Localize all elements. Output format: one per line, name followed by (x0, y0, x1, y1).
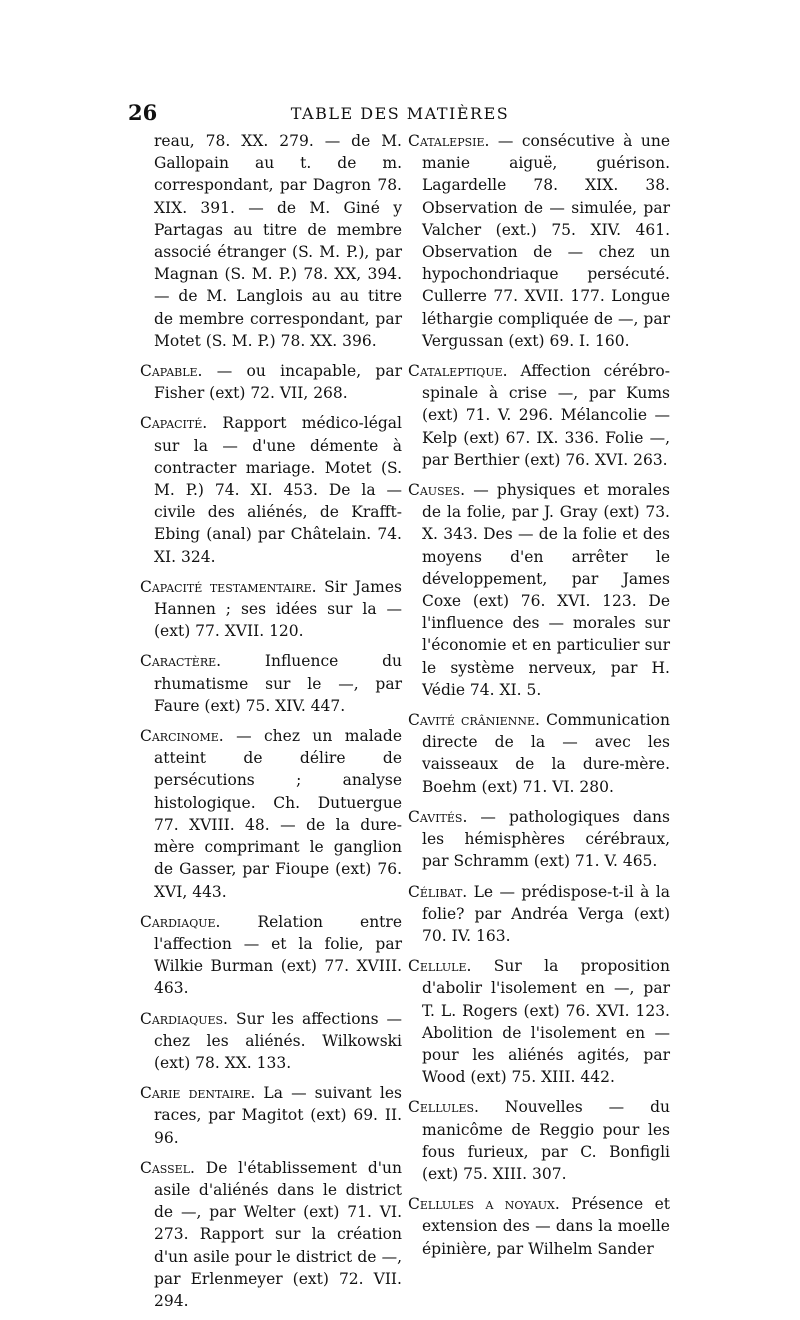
entry-heading: Capacité testamentaire. (140, 577, 317, 596)
entry-heading: Catalepsie. (408, 132, 490, 150)
index-entry (408, 806, 670, 873)
index-entry (408, 955, 670, 1088)
entry-text: Affection cérébro-spinale à crise —, par Kums (ext) 71. V. 296. Mélancolie — Kelp (ext) 67. IX. 336. Folie —, par Berthier (ext) 76. XVI. 263. (422, 362, 670, 469)
entry-text: — physiques et morales de la folie, par J. Gray (ext) 73. X. 343. Des — de la folie et des moyens d'en arrêter le développement, par James Coxe (ext) 76. XVI. 123. De l'influence des — morales sur l'économie et en particulier sur le système nerveux, par H. Védie 74. XI. 5. (422, 481, 670, 699)
entry-text: De l'établissement d'un asile d'aliénés dans le district de —, par Welter (ext) 71. VI. 273. Rapport sur la création d'un asile pour le district de —, par Erlenmeyer (ext) 72. VII. 294. (154, 1158, 402, 1310)
entry-text: Rapport médico-légal sur la — d'une démente à contracter mariage. Motet (S. M. P.) 74. XI. 453. De la — civile des aliénés, de Krafft-Ebing (anal) par Châtelain. 74. XI. 324. (154, 414, 402, 566)
entry-heading: Cardiaques. (140, 1009, 228, 1028)
page-number: 26 (128, 100, 158, 125)
entry-heading: Carcinome. (140, 727, 224, 746)
entry-text: — pathologiques dans les hémisphères cérébraux, par Schramm (ext) 71. V. 465. (422, 807, 670, 871)
entry-heading: Causes. (408, 481, 466, 500)
entry-text: Sur les affections — chez les aliénés. Wilkowski (ext) 78. XX. 133. (154, 1009, 402, 1072)
index-entry (140, 360, 402, 404)
entry-text: Influence du rhumatisme sur le —, par Faure (ext) 75. XIV. 447. (154, 652, 402, 715)
index-entry (140, 650, 402, 717)
entry-heading: Cavité crânienne. (408, 711, 540, 730)
index-entry (408, 881, 670, 948)
entry-heading: Cellule. (408, 957, 472, 976)
running-title: TABLE DES MATIÈRES (290, 104, 510, 123)
entry-heading: Cardiaque. (140, 912, 221, 931)
index-column-left (140, 130, 402, 1320)
index-entry (408, 130, 670, 352)
index-entry (140, 412, 402, 567)
index-entry (140, 1082, 402, 1149)
entry-text: Communication directe de la — avec les vaisseaux de la dure-mère. Boehm (ext) 71. VI. 280. (422, 711, 670, 796)
entry-text: Présence et extension des — dans la moelle épinière, par Wilhelm Sander (422, 1195, 670, 1258)
index-entry (408, 1096, 670, 1185)
entry-text: reau, 78. XX. 279. — de M. Gallopain au t. de m. correspondant, par Dagron 78. XIX. 391. — de M. Giné y Partagas au titre de membre associé étranger (S. M. P.), par Magnan (S. M. P.) 78. XX, 394. — de M. Langlois au au titre de membre correspondant, par Motet (S. M. P.) 78. XX. 396. (154, 132, 402, 350)
index-entry (140, 911, 402, 1000)
entry-text: Sir James Hannen ; ses idées sur la — (ext) 77. XVII. 120. (154, 577, 402, 641)
entry-heading: Capable. (140, 362, 203, 381)
index-entry (408, 1193, 670, 1260)
page-header (0, 100, 800, 128)
index-entry (408, 479, 670, 701)
entry-text: Relation entre l'affection — et la folie, par Wilkie Burman (ext) 77. XVIII. 463. (154, 912, 402, 998)
entry-text: Le — prédispose-t-il à la folie? par Andréa Verga (ext) 70. IV. 163. (422, 882, 670, 945)
entry-heading: Célibat. (408, 882, 468, 901)
index-entry (140, 1157, 402, 1312)
entry-text: — consécutive à une manie aiguë, guérison. Lagardelle 78. XIX. 38. Observation de — simulée, par Valcher (ext.) 75. XIV. 461. Observation de — chez un hypochondriaque persécuté. Cullerre 77. XVII. 177. Longue léthargie compliquée de —, par Vergussan (ext) 69. I. 160. (422, 132, 670, 350)
index-column-right (408, 130, 670, 1268)
index-entry (140, 1008, 402, 1075)
index-entry (140, 130, 402, 352)
entry-heading: Carie dentaire. (140, 1084, 256, 1103)
entry-heading: Cavités. (408, 807, 468, 826)
entry-heading: Cellules a noyaux. (408, 1195, 560, 1214)
entry-heading: Capacité. (140, 414, 208, 433)
index-entry (140, 576, 402, 643)
index-entry (408, 709, 670, 798)
entry-heading: Cataleptique. (408, 362, 508, 381)
entry-text: — chez un malade atteint de délire de persécutions ; analyse histologique. Ch. Dutuergue 77. XVIII. 48. — de la dure-mère comprimant le ganglion de Gasser, par Fioupe (ext) 76. XVI, 443. (154, 727, 402, 901)
entry-heading: Cellules. (408, 1098, 479, 1117)
entry-text: La — suivant les races, par Magitot (ext) 69. II. 96. (154, 1084, 402, 1147)
entry-heading: Cassel. (140, 1158, 195, 1177)
entry-text: — ou incapable, par Fisher (ext) 72. VII, 268. (154, 362, 402, 403)
entry-text: Nouvelles — du manicôme de Reggio pour les fous furieux, par C. Bonfigli (ext) 75. XIII. 307. (422, 1098, 670, 1183)
entry-text: Sur la proposition d'abolir l'isolement en —, par T. L. Rogers (ext) 76. XVI. 123. Abolition de l'isolement en — pour les aliénés agités, par Wood (ext) 75. XIII. 442. (422, 957, 670, 1087)
index-entry (140, 725, 402, 903)
index-entry (408, 360, 670, 471)
entry-heading: Caractère. (140, 652, 222, 671)
